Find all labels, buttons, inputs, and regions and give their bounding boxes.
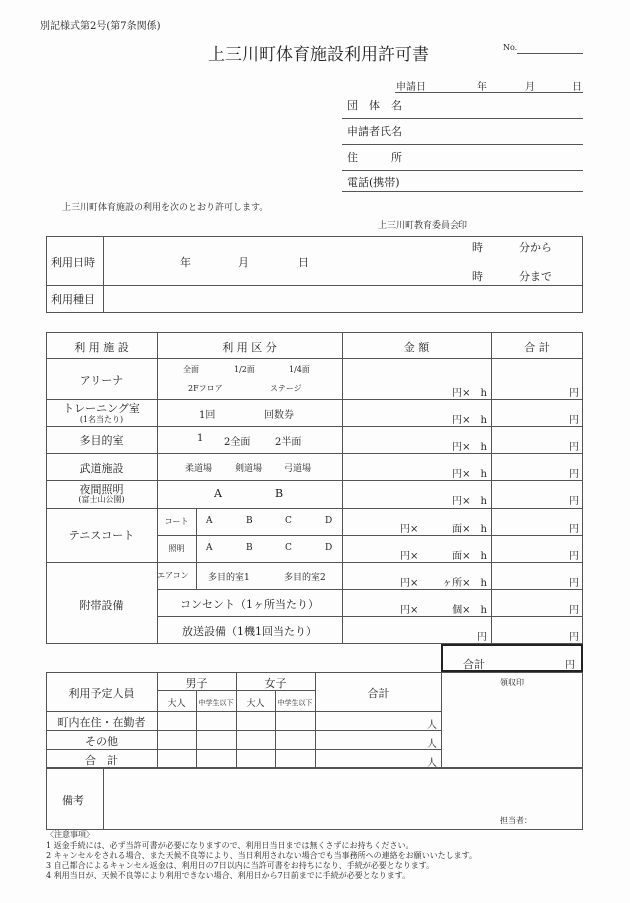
option-court-b[interactable]: B — [246, 516, 253, 526]
no-label: No. — [503, 43, 518, 52]
notes-title: 〈注意事項〉 — [46, 830, 94, 839]
date-underline — [395, 92, 583, 93]
note-3: 3 自己都合によるキャンセル返金は、利用日の7日以内に当許可書をお持ちになり、手続が必要となります。 — [46, 861, 435, 870]
option-night-a[interactable]: A — [214, 487, 222, 500]
note-1: 1 返金手続には、必ず当許可書が必要になりますので、利用日当日までは無くさずにお持ちください。 — [46, 841, 414, 850]
option-aircon-mp1[interactable]: 多目的室1 — [208, 573, 250, 583]
usage-year: 年 — [180, 256, 191, 269]
amount-training: 円× h — [452, 415, 487, 426]
amount-aircon-unit: ヶ所× h — [442, 578, 487, 589]
facility-training-sub: (1名当たり) — [79, 415, 124, 424]
facility-equipment: 附帯設備 — [79, 599, 124, 612]
total-court: 円 — [569, 524, 579, 535]
hour-to: 時 — [472, 270, 483, 283]
option-court-a[interactable]: A — [206, 516, 213, 526]
option-light-b[interactable]: B — [246, 543, 253, 553]
grand-total-label: 合計 — [463, 658, 485, 671]
broadcast-label: 放送設備（1機1回当たり） — [182, 625, 317, 638]
amount-court-unit: 面× h — [452, 524, 487, 535]
male-junior-header: 中学生以下 — [198, 699, 234, 707]
facility-budo: 武道施設 — [79, 462, 124, 475]
address-label: 住 所 — [347, 151, 402, 164]
aircon-label: エアコン — [157, 571, 189, 580]
facility-multipurpose: 多目的室 — [79, 434, 124, 447]
option-light-d[interactable]: D — [325, 543, 333, 553]
total-broadcast: 円 — [569, 632, 579, 643]
usage-month: 月 — [238, 256, 249, 269]
group-name-field[interactable] — [342, 118, 583, 119]
usage-type-label: 利用種目 — [51, 293, 95, 306]
option-arena-2f[interactable]: 2Fフロア — [188, 384, 223, 393]
minute-from: 分から — [519, 241, 552, 254]
total-training: 円 — [569, 415, 579, 426]
tennis-light-label: 照明 — [168, 544, 185, 553]
option-arena-full[interactable]: 全面 — [183, 365, 199, 374]
option-court-c[interactable]: C — [285, 516, 292, 526]
day-label: 日 — [572, 82, 582, 93]
amount-light-unit: 面× h — [452, 551, 487, 562]
option-arena-stage[interactable]: ステージ — [270, 384, 302, 393]
total-outlet: 円 — [569, 605, 579, 616]
female-junior-header: 中学生以下 — [277, 699, 313, 707]
page-title: 上三川町体育施設利用許可書 — [208, 45, 429, 65]
header-facility: 利 用 施 設 — [74, 341, 129, 354]
month-label: 月 — [525, 82, 535, 93]
amount-light-yen: 円× — [400, 551, 419, 562]
no-field[interactable] — [517, 53, 583, 54]
option-court-d[interactable]: D — [325, 516, 333, 526]
facility-night-sub: (富士山公園) — [78, 495, 125, 504]
option-mp-2-half[interactable]: 2半面 — [275, 437, 302, 448]
issuer: 上三川町教育委員会 — [378, 221, 460, 231]
amount-arena: 円× h — [452, 388, 487, 399]
total-budo: 円 — [569, 469, 579, 480]
amount-night: 円× h — [452, 496, 487, 507]
phone-label: 電話(携帯) — [347, 176, 400, 189]
option-light-a[interactable]: A — [206, 543, 213, 553]
option-kyudo[interactable]: 弓道場 — [284, 464, 312, 474]
male-header: 男子 — [185, 677, 208, 690]
address-field[interactable] — [342, 170, 583, 171]
option-aircon-mp2[interactable]: 多目的室2 — [284, 573, 326, 583]
form-id: 別記様式第2号(第7条関係) — [40, 21, 161, 32]
option-arena-half[interactable]: 1/2面 — [234, 365, 255, 374]
usage-datetime-label: 利用日時 — [51, 256, 95, 269]
facility-night-lighting: 夜間照明 — [79, 483, 124, 496]
usage-type-field[interactable] — [104, 286, 582, 312]
seal-mark: 印 — [458, 221, 468, 231]
header-total: 合 計 — [524, 341, 550, 354]
total-light: 円 — [569, 551, 579, 562]
option-light-c[interactable]: C — [285, 543, 292, 553]
option-kendo[interactable]: 剣道場 — [235, 464, 263, 474]
option-judo[interactable]: 柔道場 — [185, 464, 213, 474]
facility-tennis: テニスコート — [68, 529, 135, 542]
amount-broadcast: 円 — [477, 632, 487, 643]
amount-court-yen: 円× — [400, 524, 419, 535]
minute-to: 分まで — [519, 270, 552, 283]
note-4: 4 利用当日が、天候不良等により利用できない場合、利用日から7日前までに手続が必要となります。 — [46, 871, 411, 880]
row-resident-label: 町内在住・在勤者 — [57, 716, 146, 729]
option-training-ticket[interactable]: 回数券 — [264, 410, 294, 421]
row-total-label: 合 計 — [85, 754, 118, 767]
male-adult-header: 大人 — [167, 699, 186, 709]
total-multipurpose: 円 — [569, 442, 579, 453]
total-night: 円 — [569, 496, 579, 507]
header-category: 利 用 区 分 — [222, 341, 277, 354]
phone-field[interactable] — [342, 191, 583, 192]
outlet-label: コンセント（1ヶ所当たり） — [180, 598, 319, 611]
amount-outlet-yen: 円× — [400, 605, 419, 616]
staff-label: 担当者： — [500, 816, 532, 825]
amount-budo: 円× h — [452, 469, 487, 480]
row-other-label: その他 — [85, 735, 118, 748]
people-total-header: 合計 — [367, 687, 390, 700]
option-mp-1[interactable]: 1 — [197, 433, 204, 444]
remarks-label: 備考 — [62, 794, 84, 807]
hour-from: 時 — [472, 241, 483, 254]
amount-aircon-yen: 円× — [400, 578, 419, 589]
option-arena-quarter[interactable]: 1/4面 — [289, 365, 310, 374]
row-total-unit: 人 — [427, 758, 437, 769]
option-mp-2-full[interactable]: 2全面 — [224, 437, 251, 448]
total-arena: 円 — [569, 388, 579, 399]
application-date-label: 申請日 — [396, 82, 426, 93]
row-other-unit: 人 — [427, 739, 437, 750]
year-label: 年 — [477, 82, 487, 93]
option-training-once[interactable]: 1回 — [199, 410, 216, 421]
female-header: 女子 — [264, 677, 287, 690]
applicant-name-label: 申請者氏名 — [347, 125, 402, 138]
option-night-b[interactable]: B — [275, 487, 284, 500]
amount-outlet-unit: 個× h — [452, 605, 487, 616]
facility-arena: アリーナ — [79, 374, 124, 387]
amount-multipurpose: 円× h — [452, 442, 487, 453]
people-header: 利用予定人員 — [68, 687, 135, 700]
female-adult-header: 大人 — [246, 699, 265, 709]
total-aircon: 円 — [569, 578, 579, 589]
usage-day: 日 — [298, 256, 309, 269]
note-2: 2 キャンセルをされる場合、また天候不良等により、当日利用されない場合でも当事務所への連絡をお願いいたします。 — [46, 851, 477, 860]
row-resident-unit: 人 — [427, 720, 437, 731]
grand-total-unit: 円 — [565, 660, 575, 671]
facility-training: トレーニング室 — [63, 402, 140, 415]
tennis-court-label: コート — [164, 517, 189, 526]
receipt-label: 領収印 — [500, 678, 524, 687]
header-amount: 金 額 — [403, 341, 430, 354]
applicant-name-field[interactable] — [342, 144, 583, 145]
group-name-label: 団 体 名 — [347, 99, 402, 112]
permission-statement: 上三川町体育施設の利用を次のとおり許可します。 — [62, 203, 269, 213]
